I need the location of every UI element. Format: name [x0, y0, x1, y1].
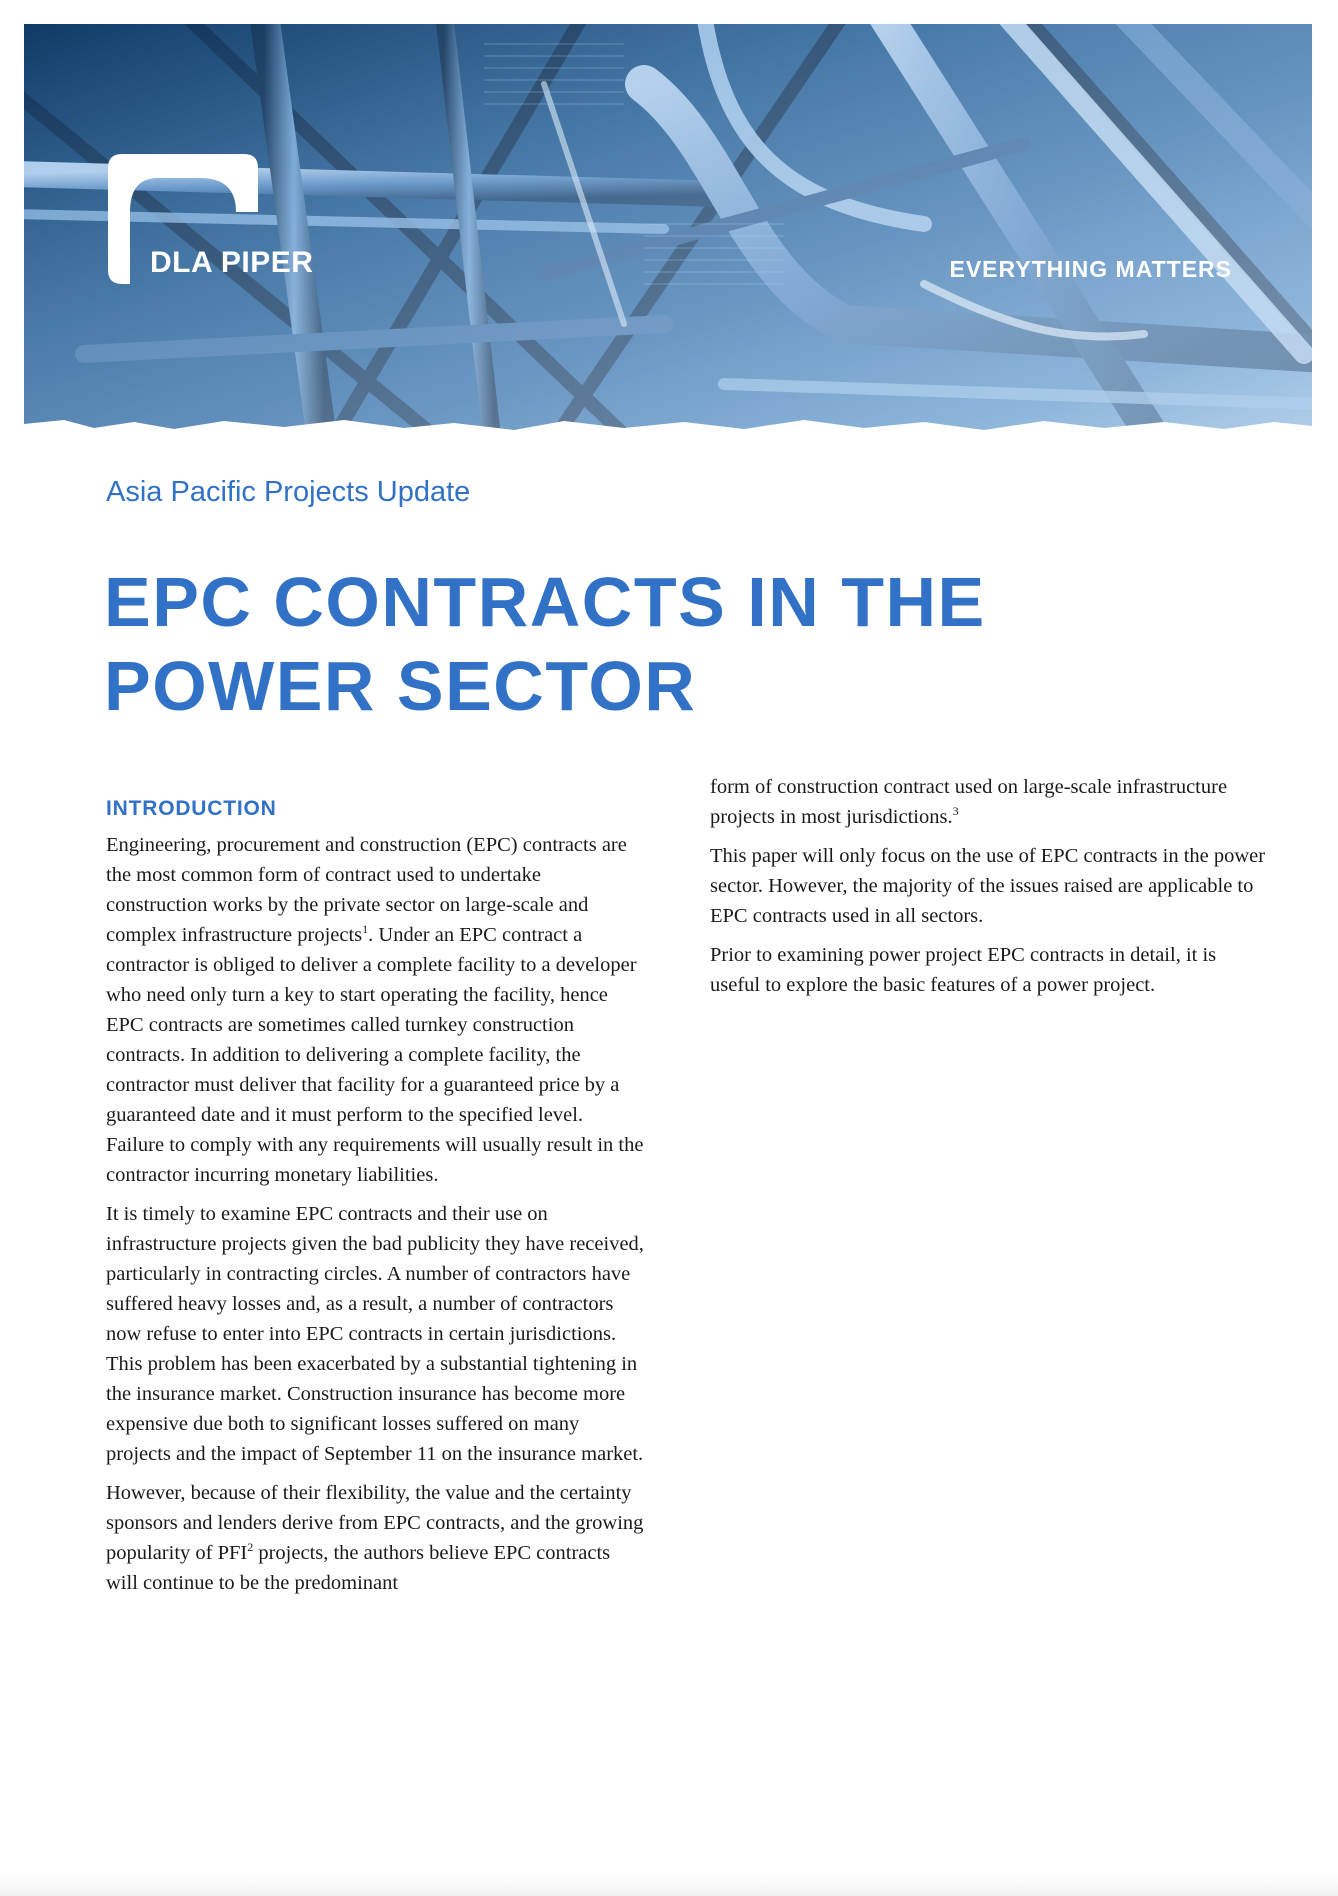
footnote-ref-1: 1 [362, 922, 369, 937]
page-bottom-edge [0, 1874, 1338, 1896]
paragraph-3 [106, 1478, 646, 1598]
paragraph-4-text: form of construction contract used on large-scale infrastructure projects in most jurisdictions. [710, 776, 1228, 828]
introduction-heading: INTRODUCTION [106, 797, 277, 820]
paragraph-6: Prior to examining power project EPC contracts in detail, it is useful to explore the basic features of a power project. [710, 944, 1217, 996]
footnote-ref-2: 2 [247, 1540, 254, 1555]
title-line-2: POWER SECTOR [104, 647, 697, 725]
paragraph-1-text-a: Engineering, procurement and construction (EPC) contracts are the most common form of contract used to undertake construction works by the private sector on large-scale and complex infrastructure projects [106, 834, 627, 946]
paragraph-3-text-a: However, because of their flexibility, the value and the certainty sponsors and lenders derive from EPC contracts, and the growing popularity of PFI [106, 1482, 644, 1564]
footnote-ref-3: 3 [952, 804, 959, 819]
publication-series: Asia Pacific Projects Update [106, 476, 471, 508]
right-column [710, 772, 1270, 1009]
paragraph-4 [710, 772, 1270, 832]
dla-piper-logo-text: DLA PIPER [150, 246, 314, 279]
document-title [104, 560, 1204, 728]
everything-matters-tagline: EVERYTHING MATTERS [949, 256, 1232, 282]
paragraph-1-text-b: . Under an EPC contract a contractor is obliged to deliver a complete facility to a developer who need only turn a key to start operating the facility, hence EPC contracts are sometimes called turnkey construction contracts. In addition to delivering a complete facility, the contractor must deliver that facility for a guaranteed price by a guaranteed date and it must perform to the specified level. Failure to comply with any requirements will usually result in the contractor incurring monetary liabilities. [106, 924, 644, 1186]
title-line-1: EPC CONTRACTS IN THE [104, 563, 986, 641]
paragraph-5: This paper will only focus on the use of EPC contracts in the power sector. However, the majority of the issues raised are applicable to EPC contracts used in all sectors. [710, 845, 1266, 927]
left-column [106, 794, 646, 1607]
paragraph-3-text-b: projects, the authors believe EPC contracts will continue to be the predominant [106, 1542, 611, 1594]
paragraph-2: It is timely to examine EPC contracts and their use on infrastructure projects given the bad publicity they have received, particularly in contracting circles. A number of contractors have suffered heavy losses and, as a result, a number of contractors now refuse to enter into EPC contracts in certain jurisdictions. This problem has been exacerbated by a substantial tightening in the insurance market. Construction insurance has become more expensive due both to significant losses suffered on many projects and the impact of September 11 on the insurance market. [106, 1203, 644, 1465]
paragraph-1 [106, 830, 646, 1190]
cover-banner [24, 24, 1312, 444]
